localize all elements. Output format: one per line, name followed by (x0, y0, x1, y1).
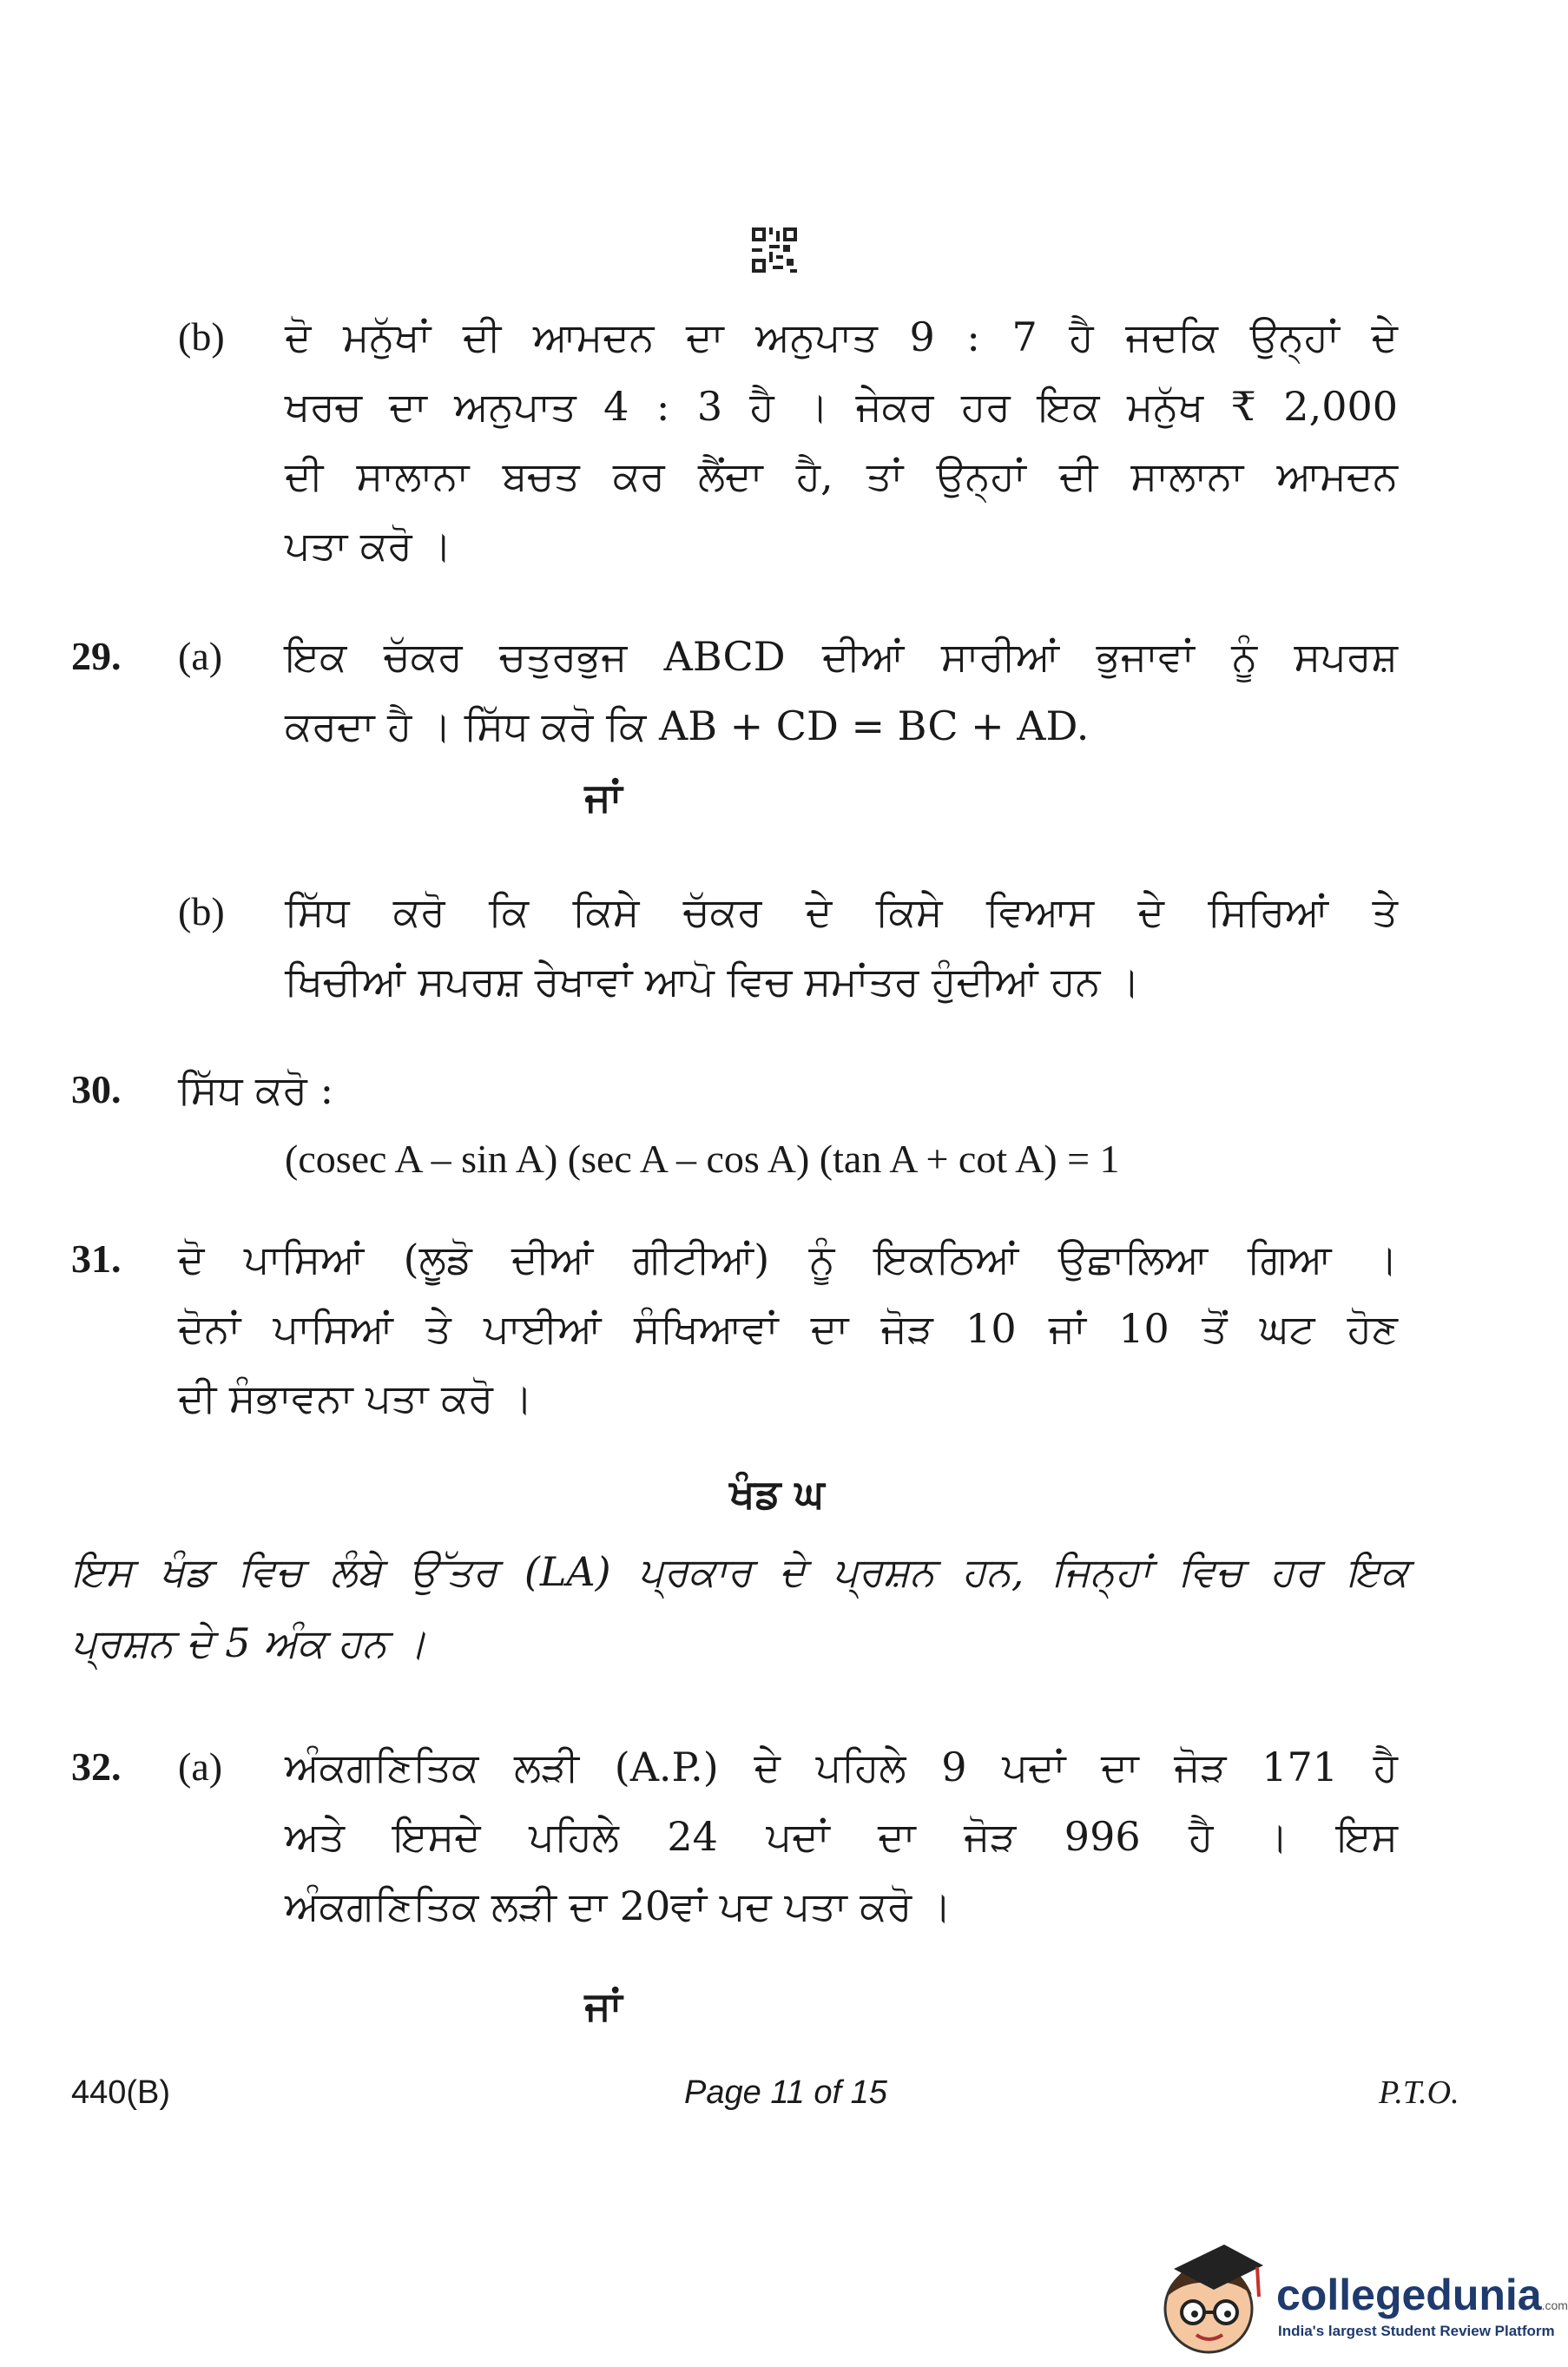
q28-b-line-2: ਖਰਚ ਦਾ ਅਨੁਪਾਤ 4 : 3 ਹੈ । ਜੇਕਰ ਹਰ ਇਕ ਮਨੁੱਖ ₹ 2,000 (285, 383, 1398, 430)
section-instruction-line-1: ਇਸ ਖੰਡ ਵਿਚ ਲੰਬੇ ਉੱਤਰ (LA) ਪ੍ਰਕਾਰ ਦੇ ਪ੍ਰਸ਼ਨ ਹਨ, ਜਿਨ੍ਹਾਂ ਵਿਚ ਹਰ ਇਕ (71, 1548, 1408, 1595)
q28-b-line-1: ਦੋ ਮਨੁੱਖਾਂ ਦੀ ਆਮਦਨ ਦਾ ਅਨੁਪਾਤ 9 : 7 ਹੈ ਜਦਕਿ ਉਨ੍ਹਾਂ ਦੇ (285, 313, 1398, 360)
q31-line-1: ਦੋ ਪਾਸਿਆਂ (ਲੂਡੋ ਦੀਆਂ ਗੀਟੀਆਂ) ਨੂੰ ਇਕਠਿਆਂ ਉਛਾਲਿਆ ਗਿਆ । (178, 1236, 1398, 1282)
q29-b-line-2: ਖਿਚੀਆਂ ਸਪਰਸ਼ ਰੇਖਾਵਾਂ ਆਪੋ ਵਿਚ ਸਮਾਂਤਰ ਹੁੰਦੀਆਂ ਹਨ । (285, 958, 1141, 1005)
collegedunia-watermark (1155, 2236, 1568, 2366)
pto-label: P.T.O. (1379, 2074, 1459, 2111)
q29-b-label: (b) (178, 889, 225, 933)
brand-name: collegedunia (1276, 2271, 1542, 2319)
page-indicator: Page 11 of 15 (684, 2074, 887, 2111)
q29-b-line-1: ਸਿੱਧ ਕਰੋ ਕਿ ਕਿਸੇ ਚੱਕਰ ਦੇ ਕਿਸੇ ਵਿਆਸ ਦੇ ਸਿਰਿਆਂ ਤੇ (285, 888, 1398, 935)
q32-a-line-3: ਅੰਕਗਣਿਤਿਕ ਲੜੀ ਦਾ 20ਵਾਂ ਪਦ ਪਤਾ ਕਰੋ । (285, 1882, 952, 1929)
q32-a-line-1: ਅੰਕਗਣਿਤਿਕ ਲੜੀ (A.P.) ਦੇ ਪਹਿਲੇ 9 ਪਦਾਂ ਦਾ ਜੋੜ 171 ਹੈ (285, 1744, 1398, 1790)
q31-number: 31. (71, 1236, 122, 1281)
q28-b-line-4: ਪਤਾ ਕਰੋ । (285, 522, 452, 569)
student-mascot-icon (1155, 2245, 1268, 2362)
q30-text: ਸਿੱਧ ਕਰੋ : (178, 1066, 334, 1113)
q31-line-2: ਦੋਨਾਂ ਪਾਸਿਆਂ ਤੇ ਪਾਈਆਂ ਸੰਖਿਆਵਾਂ ਦਾ ਜੋੜ 10 ਜਾਂ 10 ਤੋਂ ਘਟ ਹੋਣ (178, 1305, 1398, 1352)
q30-number: 30. (71, 1067, 122, 1111)
paper-code: 440(B) (71, 2074, 171, 2111)
brand-domain: .com (1541, 2298, 1568, 2312)
q29-or: ਜਾਂ (584, 774, 623, 821)
q29-a-line-2: ਕਰਦਾ ਹੈ । ਸਿੱਧ ਕਰੋ ਕਿ AB + CD = BC + AD. (285, 702, 1090, 749)
q31-line-3: ਦੀ ਸੰਭਾਵਨਾ ਪਤਾ ਕਰੋ । (178, 1375, 533, 1421)
q28-b-label: (b) (178, 314, 225, 359)
q30-formula: (cosec A – sin A) (sec A – cos A) (tan A + cot A) = 1 (285, 1137, 1120, 1181)
q32-or: ਜਾਂ (584, 1982, 623, 2029)
q29-number: 29. (71, 634, 122, 678)
q29-a-line-1: ਇਕ ਚੱਕਰ ਚਤੁਰਭੁਜ ABCD ਦੀਆਂ ਸਾਰੀਆਂ ਭੁਜਾਵਾਂ ਨੂੰ ਸਪਰਸ਼ (285, 633, 1398, 680)
q28-b-line-3: ਦੀ ਸਾਲਾਨਾ ਬਚਤ ਕਰ ਲੈਂਦਾ ਹੈ, ਤਾਂ ਉਨ੍ਹਾਂ ਦੀ ਸਾਲਾਨਾ ਆਮਦਨ (285, 452, 1398, 499)
q29-a-label: (a) (178, 634, 223, 678)
q32-a-label: (a) (178, 1744, 223, 1789)
q32-number: 32. (71, 1744, 122, 1789)
qr-code-icon (752, 227, 797, 273)
q32-a-line-2: ਅਤੇ ਇਸਦੇ ਪਹਿਲੇ 24 ਪਦਾਂ ਦਾ ਜੋੜ 996 ਹੈ । ਇਸ (285, 1813, 1398, 1860)
section-instruction-line-2: ਪ੍ਰਸ਼ਨ ਦੇ 5 ਅੰਕ ਹਨ । (71, 1619, 427, 1666)
brand-tagline: India's largest Student Review Platform (1278, 2323, 1555, 2339)
section-title: ਖੰਡ ਘ (729, 1470, 825, 1517)
